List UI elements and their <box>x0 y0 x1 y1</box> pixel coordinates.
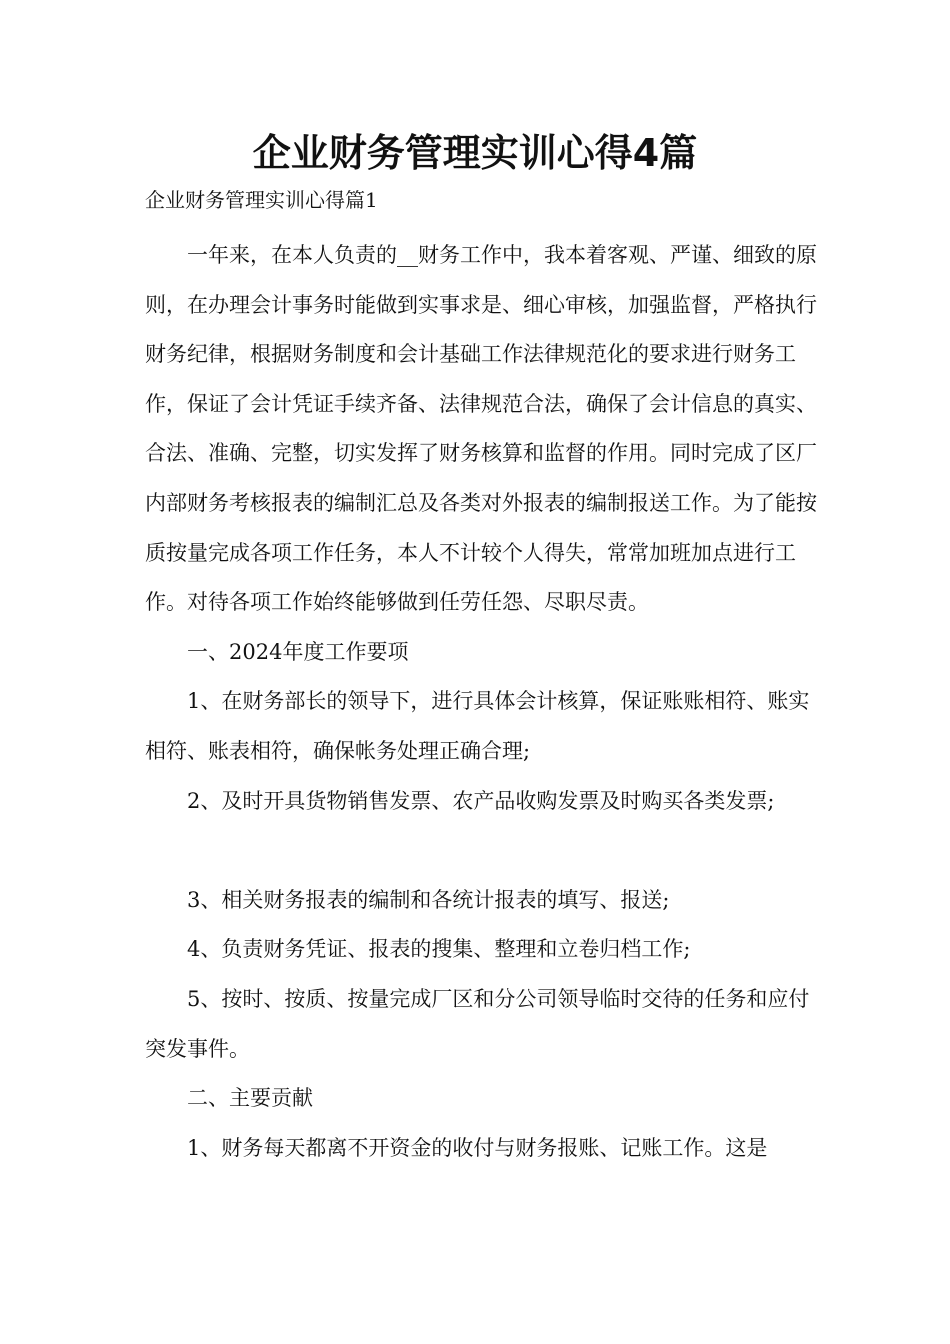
document-title: 企业财务管理实训心得4篇 <box>252 131 698 175</box>
paragraph-intro: 一年来，在本人负责的__财务工作中，我本着客观、严谨、细致的原则，在办理会计事务时能做到实事求是、细心审核，加强监督，严格执行财务纪律，根据财务制度和会计基础工作法律规范化的要求进行财务工作，保证了会计凭证手续齐备、法律规范合法，确保了会计信息的真实、合法、准确、完整，切实发挥了财务核算和监督的作用。同时完成了区厂内部财务考核报表的编制汇总及各类对外报表的编制报送工作。为了能按质按量完成各项工作任务，本人不计较个人得失，常常加班加点进行工作。对待各项工作始终能够做到任劳任怨、尽职尽责。 <box>145 243 817 615</box>
document-subtitle: 企业财务管理实训心得篇1 <box>145 188 378 212</box>
list-item-2: 2、及时开具货物销售发票、农产品收购发票及时购买各类发票; <box>187 788 775 813</box>
list-item-1: 1、在财务部长的领导下，进行具体会计核算，保证账账相符、账实相符、账表相符，确保帐务处理正确合理; <box>145 689 810 763</box>
contribution-item-1: 1、财务每天都离不开资金的收付与财务报账、记账工作。这是 <box>187 1135 768 1160</box>
paragraph-spacer <box>145 826 825 876</box>
section-heading-work-items: 一、2024年度工作要项 <box>187 639 409 664</box>
section-heading-contributions: 二、主要贡献 <box>187 1086 313 1111</box>
list-item-3: 3、相关财务报表的编制和各统计报表的填写、报送; <box>187 887 670 912</box>
list-item-5: 5、按时、按质、按量完成厂区和分公司领导临时交待的任务和应付突发事件。 <box>145 986 810 1061</box>
list-item-4: 4、负责财务凭证、报表的搜集、整理和立卷归档工作; <box>187 937 691 962</box>
document-body <box>145 231 825 1173</box>
